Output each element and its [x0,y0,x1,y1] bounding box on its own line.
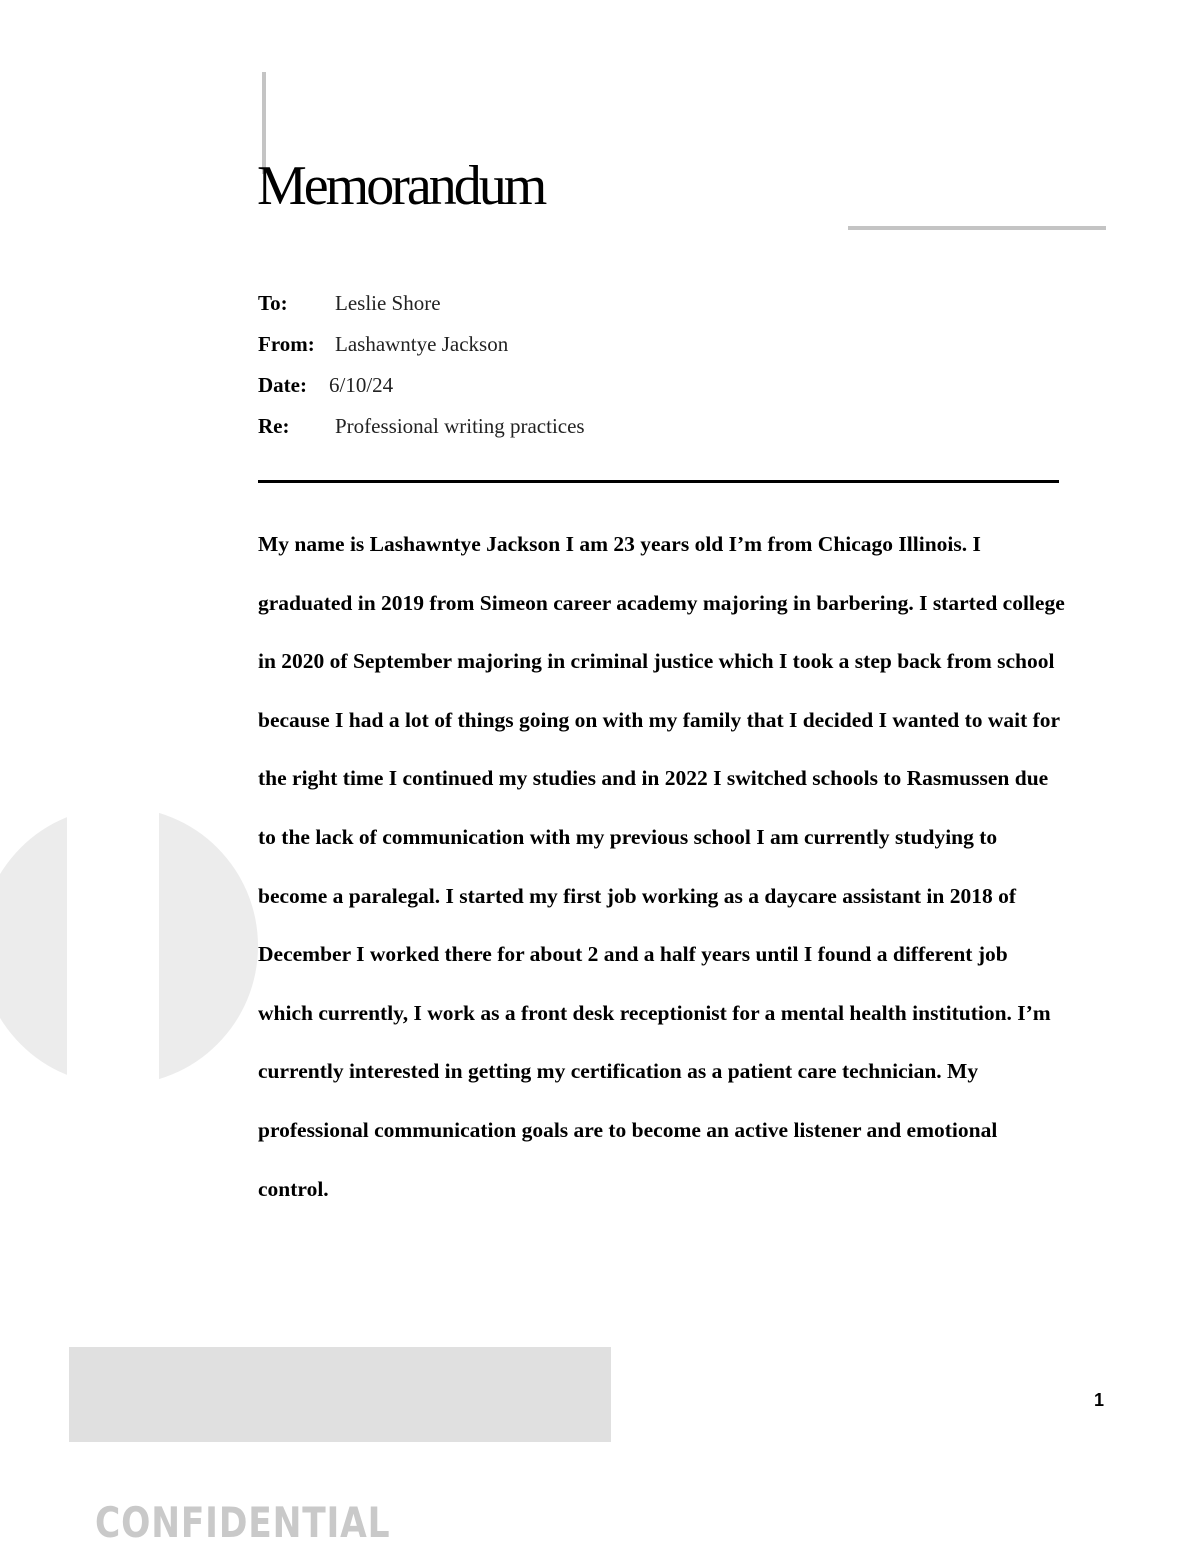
page-number: 1 [1094,1390,1105,1410]
decorative-gray-box [69,1347,611,1442]
re-row [258,411,1058,452]
from-label: From: [258,332,315,356]
from-value: Lashawntye Jackson [335,332,509,356]
re-label: Re: [258,414,290,438]
decorative-horizontal-line [848,226,1106,230]
date-row [258,370,1058,411]
decorative-circle-cutout [67,790,159,1100]
date-value: 6/10/24 [329,373,394,397]
header-divider [258,480,1059,483]
to-label: To: [258,291,288,315]
to-row [258,288,1058,329]
from-row [258,329,1058,370]
memo-title: Memorandum [257,155,545,217]
to-value: Leslie Shore [335,291,441,315]
memo-header-fields [258,288,1058,452]
confidential-label: CONFIDENTIAL [95,1498,391,1547]
date-label: Date: [258,373,307,397]
re-value: Professional writing practices [335,414,585,438]
memo-body: My name is Lashawntye Jackson I am 23 years old I’m from Chicago Illinois. I graduated in 2019 from Simeon career academy majoring in barbering. I started college in 2020 of September majoring in criminal justice which I took a step back from school because I had a lot of things going on with my family that I decided I wanted to wait for the right time I continued my studies and in 2022 I switched schools to Rasmussen due to the lack of communication with my previous school I am currently studying to become a paralegal. I started my first job working as a daycare assistant in 2018 of December I worked there for about 2 and a half years until I found a different job which currently, I work as a front desk receptionist for a mental health institution. I’m currently interested in getting my certification as a patient care technician. My professional communication goals are to become an active listener and emotional control. [258,532,1065,1201]
